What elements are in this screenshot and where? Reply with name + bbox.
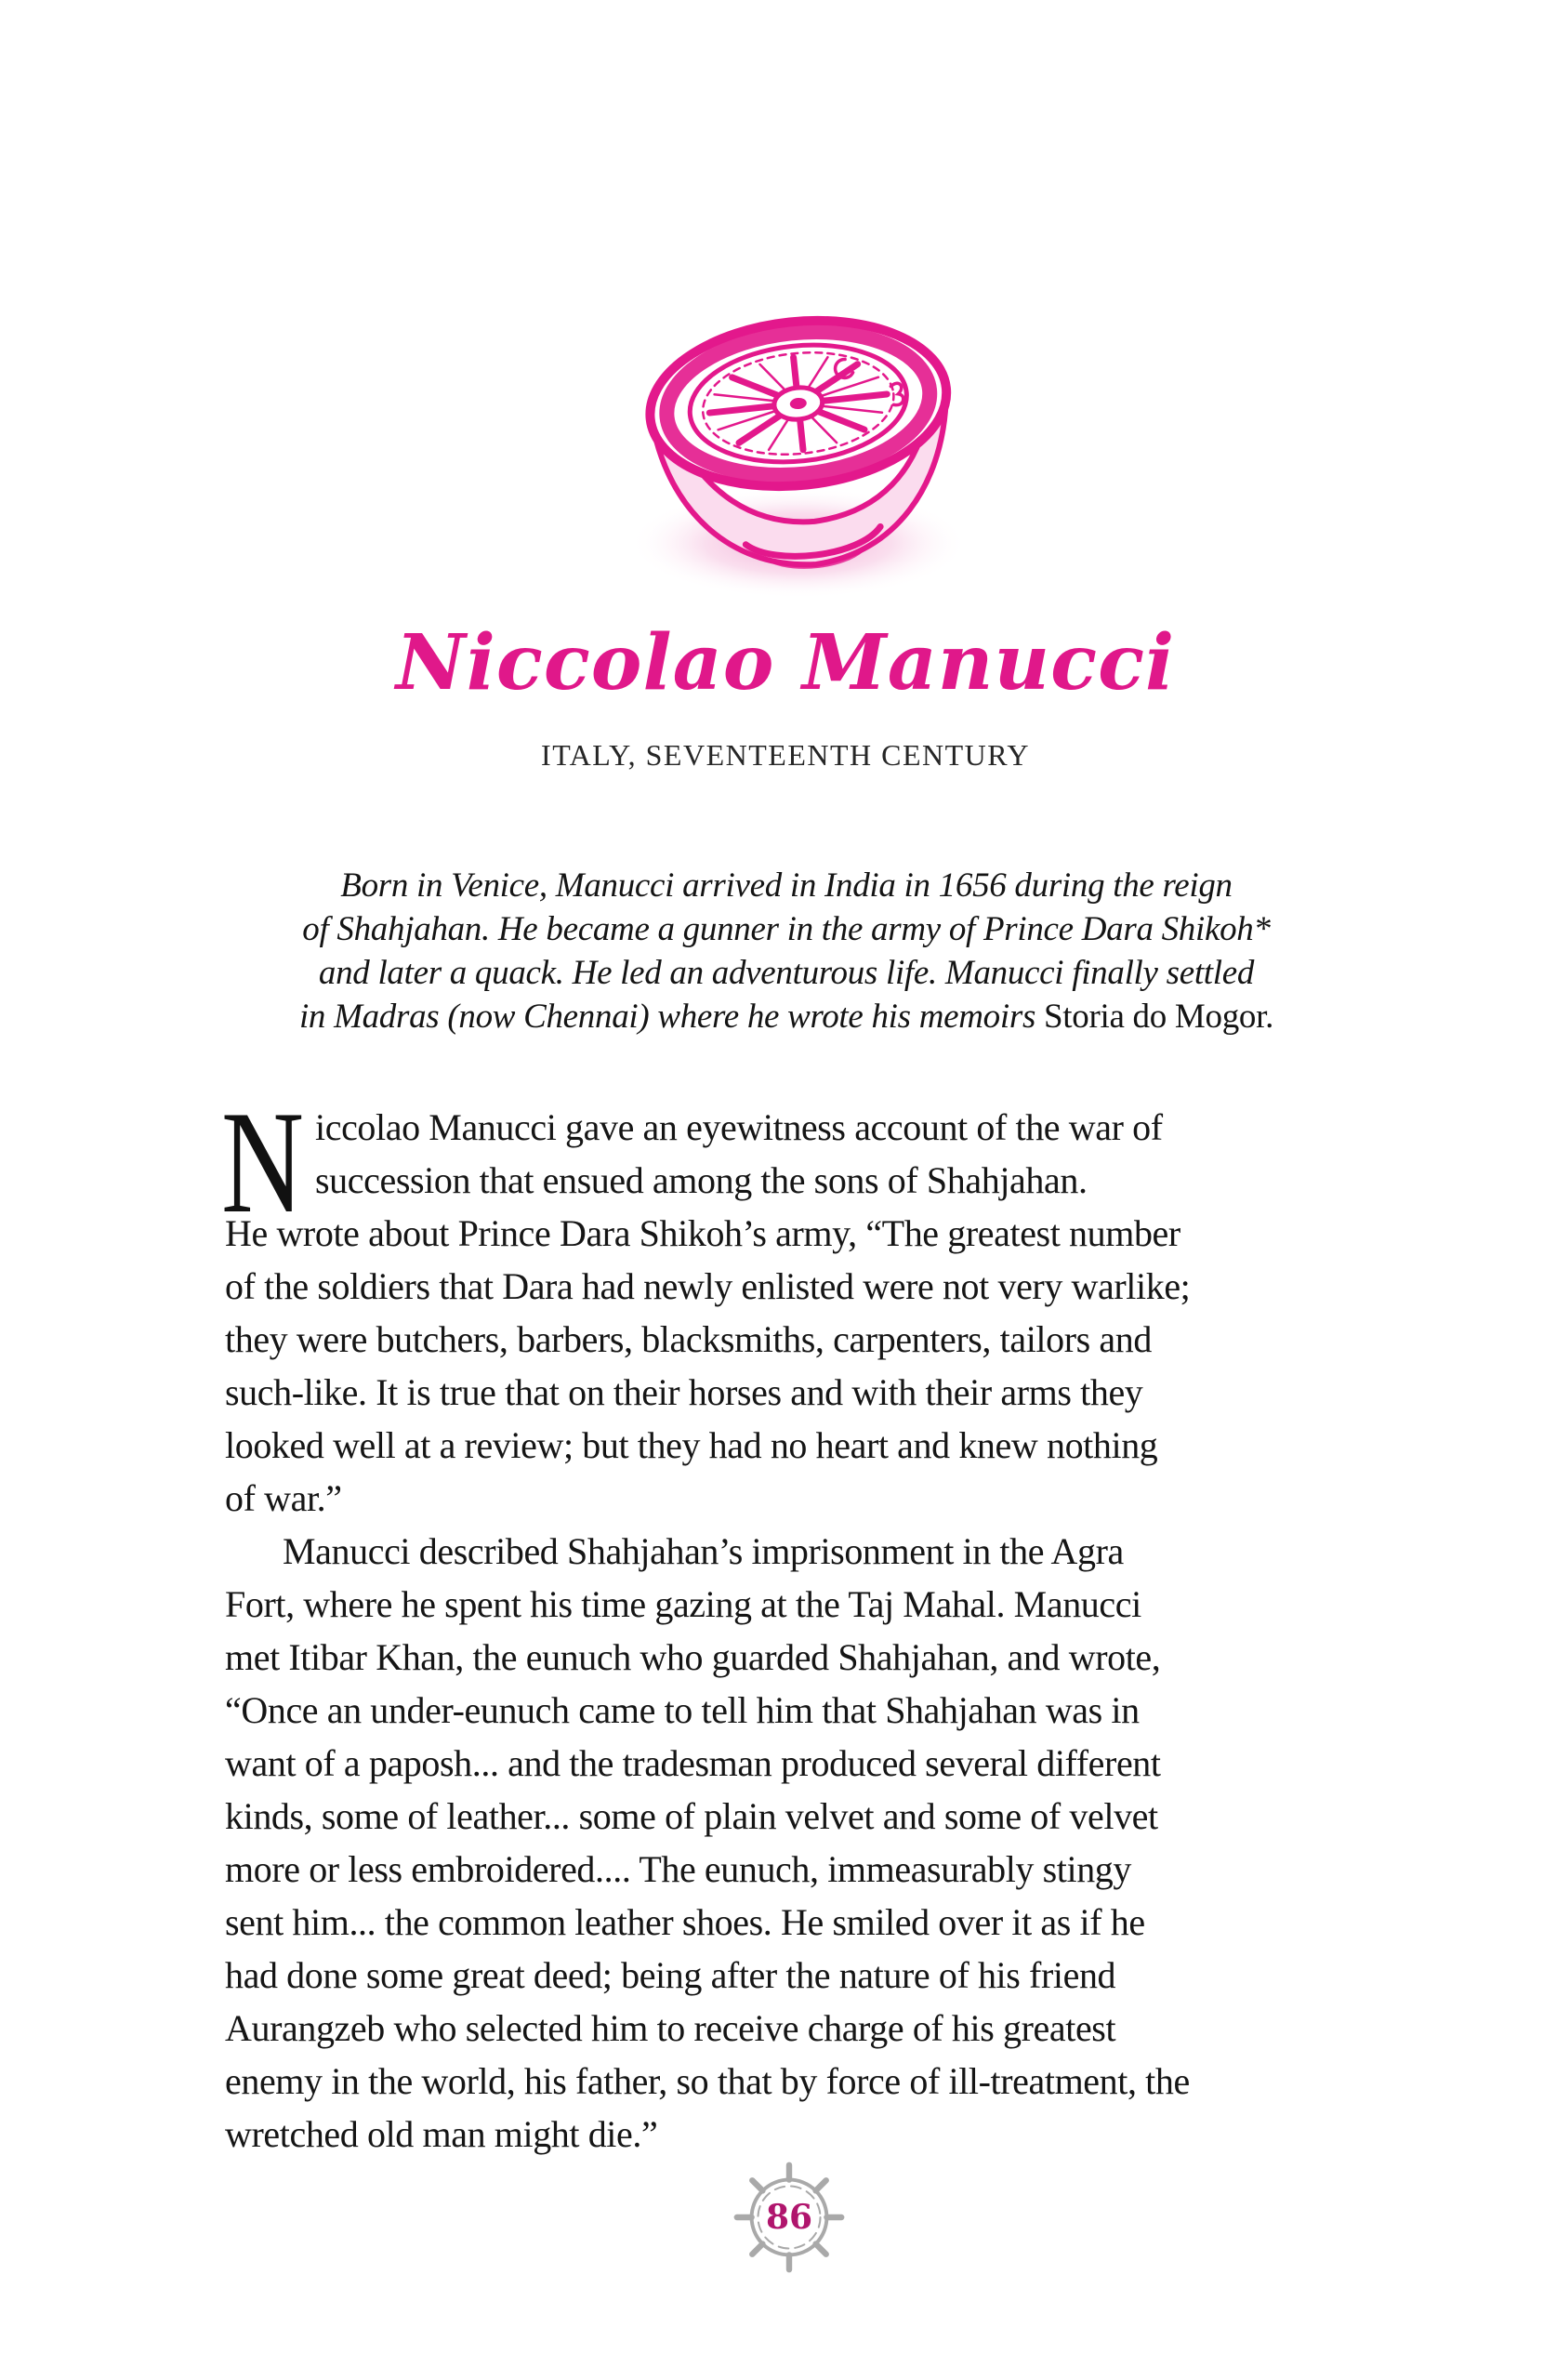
body-line: succession that ensued among the sons of Shahjahan. — [315, 1159, 1088, 1201]
memoir-title: Storia do Mogor. — [1044, 998, 1274, 1036]
body-line: He wrote about Prince Dara Shikoh’s army, “The greatest number — [225, 1212, 1180, 1254]
page-footer — [725, 2153, 853, 2281]
compass-illustration — [616, 294, 983, 604]
intro-line: and later a quack. He led an adventurous life. Manucci finally settled — [318, 954, 1255, 992]
body-line: looked well at a review; but they had no heart and knew nothing — [225, 1424, 1158, 1466]
body-line: Aurangzeb who selected him to receive charge of his greatest — [225, 2007, 1116, 2049]
chapter-subtitle: ITALY, SEVENTEENTH CENTURY — [541, 738, 1030, 772]
body-line: enemy in the world, his father, so that by force of ill-treatment, the — [225, 2060, 1190, 2102]
body-line: had done some great deed; being after the nature of his friend — [225, 1954, 1116, 1996]
intro-paragraph — [0, 864, 1543, 1038]
body-line: more or less embroidered.... The eunuch, immeasurably stingy — [225, 1848, 1132, 1890]
body-line: Fort, where he spent his time gazing at the Taj Mahal. Manucci — [225, 1583, 1141, 1625]
paragraph-1 — [225, 1101, 1470, 1525]
intro-line: Born in Venice, Manucci arrived in India in 1656 during the reign — [340, 866, 1233, 905]
body-line: of the soldiers that Dara had newly enlisted were not very warlike; — [225, 1265, 1191, 1307]
compass-icon — [616, 294, 983, 604]
intro-line-italic-part: in Madras (now Chennai) where he wrote his memoirs — [298, 998, 1045, 1036]
body-line: met Itibar Khan, the eunuch who guarded Shahjahan, and wrote, — [225, 1636, 1161, 1678]
body-line: Manucci described Shahjahan’s imprisonment in the Agra — [283, 1530, 1124, 1572]
intro-line — [0, 995, 1543, 1038]
page-number: 86 — [765, 2198, 813, 2237]
body-line: want of a paposh... and the tradesman produced several different — [225, 1742, 1161, 1784]
body-line: they were butchers, barbers, blacksmiths, carpenters, tailors and — [225, 1318, 1152, 1360]
body-line: “Once an under-eunuch came to tell him that Shahjahan was in — [225, 1689, 1140, 1731]
drop-cap: N — [221, 1081, 304, 1244]
body-line: wretched old man might die.” — [225, 2113, 658, 2155]
body-line: kinds, some of leather... some of plain velvet and some of velvet — [225, 1795, 1158, 1837]
body-line: iccolao Manucci gave an eyewitness account of the war of — [315, 1106, 1163, 1148]
body-line: such-like. It is true that on their horses and with their arms they — [225, 1371, 1143, 1413]
intro-line: of Shahjahan. He became a gunner in the army of Prince Dara Shikoh* — [302, 910, 1271, 948]
body-text — [221, 1081, 1470, 2161]
paragraph-2 — [225, 1525, 1470, 2161]
body-line: of war.” — [225, 1477, 342, 1519]
chapter-title: Niccolao Manucci — [395, 618, 1176, 707]
body-line: sent him... the common leather shoes. He smiled over it as if he — [225, 1901, 1145, 1943]
